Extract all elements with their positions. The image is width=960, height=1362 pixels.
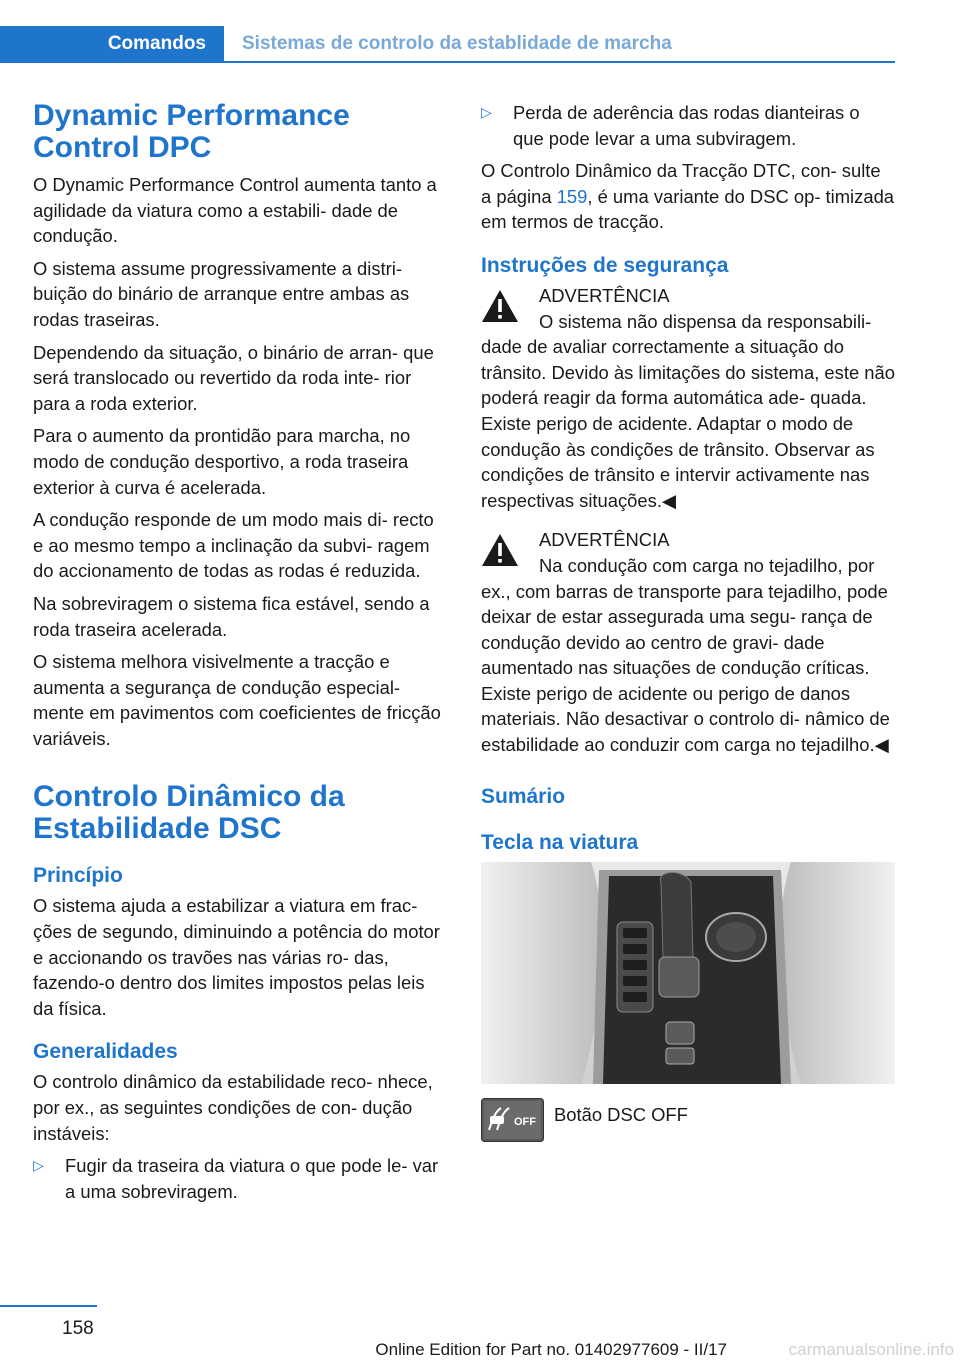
paragraph: Na sobreviragem o sistema fica estável, sendo a roda traseira acelerada. — [33, 592, 430, 640]
warning-triangle-icon — [481, 533, 519, 567]
watermark: carmanualsonline.info — [788, 1340, 954, 1359]
list-item-text: Fugir da traseira da viatura o que pode le‐ var a uma sobreviragem. — [65, 1155, 439, 1202]
header-divider — [0, 61, 895, 63]
section-tab: Comandos — [0, 26, 224, 62]
right-column — [481, 100, 895, 1142]
edition-text: Online Edition for Part no. 01402977609 - II/17 — [375, 1340, 727, 1359]
dsc-heading: Controlo Dinâmico da Estabilidade DSC — [33, 780, 345, 846]
triangle-right-icon: ▷ — [481, 104, 492, 120]
list-item — [33, 1153, 448, 1204]
warning-title: ADVERTÊNCIA — [539, 284, 670, 306]
warning-text: Na condução com carga no tejadilho, por ex., com barras de transporte para tejadilho, pode deixar de estar assegurada uma segu‐ rança de condução devido ao centro de gravi‐ dade aumentado nas situações de condução críticas. Existe perigo de acidente ou perigo de danos materiais. Não desactivar o controlo di‐ nâmico de estabilidade ao conduzir com carga no tejadilho.◀ — [481, 554, 890, 756]
warning-title: ADVERTÊNCIA — [539, 529, 670, 551]
dpc-heading: Dynamic Performance Control DPC — [33, 99, 350, 164]
page-header — [0, 26, 895, 64]
principle-heading: Princípio — [33, 864, 123, 888]
paragraph: O Dynamic Performance Control aumenta tanto a agilidade da viatura como a estabili‐ dade de condução. — [33, 174, 437, 247]
chapter-title: Sistemas de controlo da establidade de marcha — [242, 33, 672, 54]
paragraph: O sistema melhora visivelmente a tracção e aumenta a segurança de condução especial‐ mente em pavimentos com coeficientes de fricção variáveis. — [33, 651, 441, 749]
general-heading: Generalidades — [33, 1040, 178, 1064]
summary-heading: Sumário — [481, 784, 566, 808]
dsc-off-row — [481, 1098, 895, 1142]
footer-divider — [0, 1305, 97, 1307]
dsc-off-icon — [481, 1098, 544, 1142]
warning-block — [481, 527, 895, 757]
triangle-right-icon: ▷ — [33, 1157, 44, 1174]
text-span: , é uma variante do DSC op‐ timizada em termos de tracção. — [481, 185, 895, 233]
warning-text: O sistema não dispensa da responsabili‐ dade de avaliar correctamente a situação do trânsito. Devido às limitações do sistema, este não poderá reagir da forma automática ade‐ quada. Existe perigo de acidente. Adaptar o modo de condução às condições de trânsito. Observar as condições de trânsito e intervir activamente nas respectivas situações.◀ — [481, 310, 895, 511]
dsc-icon-label: OFF — [514, 1115, 536, 1128]
paragraph: Dependendo da situação, o binário de arran‐ que será translocado ou revertido da roda inte‐ rior para a roda exterior. — [33, 341, 434, 414]
dtc-paragraph — [481, 158, 895, 235]
safety-heading: Instruções de segurança — [481, 253, 729, 277]
left-column — [33, 100, 448, 1211]
paragraph: O controlo dinâmico da estabilidade reco‐ nhece, por ex., as seguintes condições de con‐ dução instáveis: — [33, 1071, 433, 1144]
warning-triangle-icon — [481, 289, 519, 323]
text-span: O Controlo Dinâmico da Tracção DTC, con‐ sulte a página — [481, 160, 881, 207]
list-item-text: Perda de aderência das rodas dianteiras o que pode levar a uma subviragem. — [513, 102, 860, 149]
paragraph: O sistema ajuda a estabilizar a viatura em frac‐ ções de segundo, diminuindo a potência do motor e accionando os travões nas várias ro‐ das, fazendo-o dentro dos limites impostos pelas leis da física. — [33, 895, 440, 1019]
paragraph: O sistema assume progressivamente a distri‐ buição do binário de arranque entre ambas as rodas traseiras. — [33, 257, 410, 330]
paragraph: Para o aumento da prontidão para marcha, no modo de condução desportivo, a roda traseira exterior à curva é acelerada. — [33, 425, 411, 498]
page-link[interactable]: 159 — [556, 185, 588, 207]
paragraph: A condução responde de um modo mais di‐ recto e ao mesmo tempo a inclinação da subvi‐ ragem do accionamento de todas as rodas é reduzida. — [33, 509, 434, 582]
center-console-photo — [481, 862, 895, 1084]
page-number: 158 — [62, 1318, 94, 1339]
key-heading: Tecla na viatura — [481, 830, 639, 854]
list-item — [481, 100, 895, 151]
dsc-button-label: Botão DSC OFF — [554, 1103, 688, 1125]
warning-block — [481, 283, 895, 513]
